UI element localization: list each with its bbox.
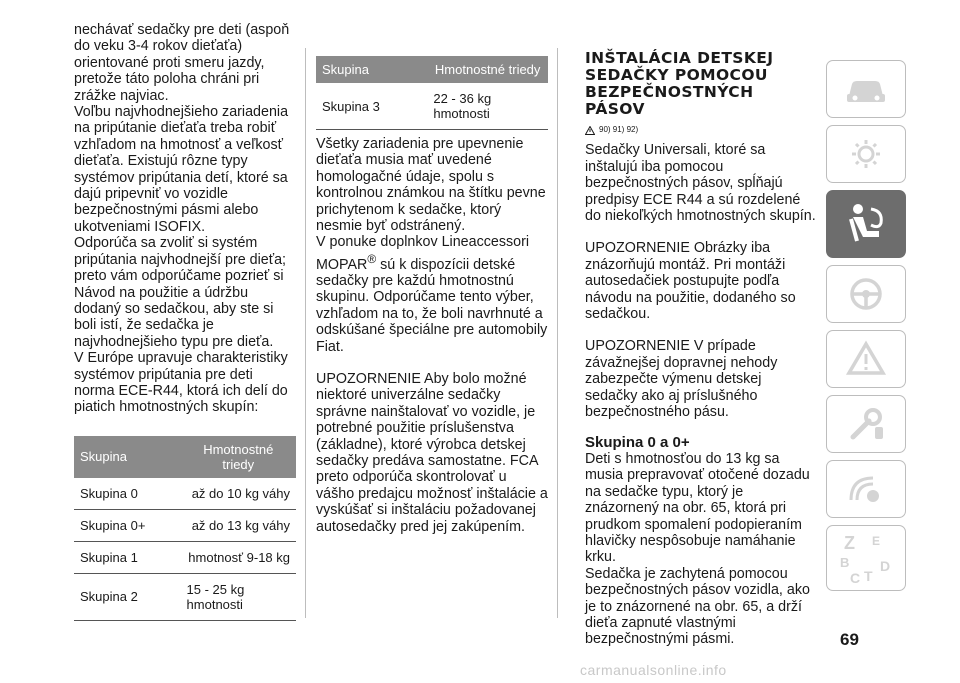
tab-safety[interactable] xyxy=(826,190,906,258)
warning-paragraph: UPOZORNENIE Aby bolo možné niektoré univerzálne sedačky správne nainštalovať vo vozidle, je potrebné použitie príslušenstva (základne), ktoré výrobca detskej sedačky predáva samostatne. FCA preto odporúča skontrolovať u vášho predajcu možnosť inštalácie a vyskúšať si inštaláciu požadovanej autosedačky pred jej zakúpením. xyxy=(316,371,548,535)
weight-groups-table xyxy=(74,436,296,621)
table-header-group: Skupina xyxy=(74,436,181,478)
table-cell-weight: 22 - 36 kg hmotnosti xyxy=(427,83,548,130)
maintenance-wrench-icon xyxy=(843,405,889,443)
paragraph xyxy=(316,234,548,355)
car-lights-icon xyxy=(843,137,889,171)
warning-references xyxy=(585,122,817,138)
section-heading: INŠTALÁCIA DETSKEJ SEDAČKY POMOCOU BEZPEČNOSTNÝCH PÁSOV xyxy=(585,49,774,118)
tab-emergency[interactable] xyxy=(826,330,906,388)
table-cell-weight: 15 - 25 kg hmotnosti xyxy=(181,573,296,620)
paragraph: Deti s hmotnosťou do 13 kg sa musia prepravovať otočené dozadu na sedačke typu, ktorý je znázornený na obr. 65, ktorá pri prudkom spomalení podopieraním hlavičky nespôsobuje namáhanie krku. xyxy=(585,450,810,566)
paragraph: Sedačky Universali, ktoré sa inštalujú iba pomocou bezpečnostných pásov, spĺňajú predpisy ECE R44 a sú rozdelené do niekoľkých hmotnostných skupín. xyxy=(585,142,816,225)
table-cell-group: Skupina 3 xyxy=(316,83,427,130)
paragraph: Voľbu najvhodnejšieho zariadenia na pripútanie dieťaťa treba robiť vzhľadom na hmotnosť a veľkosť dieťaťa. Existujú rôzne typy systémov pripútania detí, ktoré sa dajú pripevniť vo vozidle bezpečnostnými pásmi alebo ukotveniami ISOFIX. xyxy=(74,104,289,235)
table-cell-group: Skupina 1 xyxy=(74,541,181,573)
index-letter: D xyxy=(880,558,891,574)
tab-technical-data[interactable] xyxy=(826,460,906,518)
column-divider xyxy=(305,48,306,618)
column-left xyxy=(74,22,296,621)
column-right xyxy=(585,50,817,648)
column-divider xyxy=(557,48,558,618)
tab-lights[interactable] xyxy=(826,125,906,183)
table-cell-group: Skupina 0 xyxy=(74,478,181,510)
warning-triangle-icon xyxy=(585,126,595,135)
index-letter: Z xyxy=(844,533,855,553)
text-span: sú k dispozícii detské sedačky pre každú hmotnostnú skupinu. Odporúčame tento výber, vzhľadom na to, že boli navrhnuté a odskúšané špeciálne pre automobily Fiat. xyxy=(316,256,548,355)
weight-groups-table-continued xyxy=(316,56,548,130)
watermark: carmanualsonline.info xyxy=(580,662,727,678)
table-row xyxy=(74,573,296,620)
tab-driving[interactable] xyxy=(826,265,906,323)
table-header-weight: Hmotnostné triedy xyxy=(181,436,296,478)
table-row xyxy=(74,509,296,541)
paragraph: nechávať sedačky pre deti (aspoň do veku 3-4 rokov dieťaťa) orientované proti smeru jazdy, pretože táto poloha chráni pri zrážke najviac. xyxy=(74,22,290,104)
paragraph: Odporúča sa zvoliť si systém pripútania najvhodnejší pre dieťa; preto vám odporúčame pozrieť si Návod na použitie a údržbu dodaný so sedačkou, aby ste si boli istí, že sedačka je najvhodnejšieho typu pre dieťa. xyxy=(74,235,287,350)
paragraph: V Európe upravuje charakteristiky systémov pripútania pre deti norma ECE-R44, ktorá ich delí do piatich hmotnostných skupín: xyxy=(74,350,288,416)
registered-mark: ® xyxy=(367,251,377,266)
table-header-weight: Hmotnostné triedy xyxy=(427,56,548,83)
paragraph: Sedačka je zachytená pomocou bezpečnostných pásov vozidla, ako je to znázornené na obr. 65, a drží dieťa zapnuté vlastnými bezpečnostnými pásmi. xyxy=(585,565,810,648)
column-middle xyxy=(316,56,548,535)
table-cell-weight: hmotnosť 9-18 kg xyxy=(181,541,296,573)
table-row xyxy=(74,541,296,573)
page-number: 69 xyxy=(840,630,859,649)
table-row xyxy=(316,83,548,130)
car-dashboard-icon xyxy=(843,72,889,106)
tab-maintenance[interactable] xyxy=(826,395,906,453)
text-span: V ponuke doplnkov Lineaccessori MOPAR xyxy=(316,234,530,273)
alphabet-index-icon xyxy=(836,531,896,585)
warning-breakdown-icon xyxy=(843,340,889,378)
warning-paragraph: UPOZORNENIE Obrázky iba znázorňujú montáž. Pri montáži autosedačiek postupujte podľa návodu na použitie, dodaného so sedačkou. xyxy=(585,240,796,323)
chapter-sidebar xyxy=(826,60,906,598)
table-row xyxy=(74,478,296,510)
index-letter: E xyxy=(872,534,881,548)
paragraph: Všetky zariadenia pre upevnenie dieťaťa musia mať uvedené homologačné údaje, spolu s kontrolnou známkou na štítku pevne prichytenom k sedačke, ktorý nesmie byť odstránený. xyxy=(316,136,546,235)
seat-airbag-icon xyxy=(841,201,891,247)
table-cell-weight: až do 13 kg váhy xyxy=(181,509,296,541)
table-cell-weight: až do 10 kg váhy xyxy=(181,478,296,510)
reference-numbers: 90) 91) 92) xyxy=(599,125,639,134)
tab-car-dashboard[interactable] xyxy=(826,60,906,118)
index-letter: C xyxy=(850,570,861,585)
index-letter: T xyxy=(864,568,873,584)
fuel-multimedia-icon xyxy=(843,470,889,508)
tab-index[interactable] xyxy=(826,525,906,591)
warning-paragraph: UPOZORNENIE V prípade závažnejšej dopravnej nehody zabezpečte výmenu detskej sedačky ako aj príslušného bezpečnostného pásu. xyxy=(585,338,778,421)
subheading: Skupina 0 a 0+ xyxy=(585,433,690,451)
table-header-group: Skupina xyxy=(316,56,427,83)
table-cell-group: Skupina 0+ xyxy=(74,509,181,541)
index-letter: B xyxy=(840,555,850,570)
table-cell-group: Skupina 2 xyxy=(74,573,181,620)
steering-wheel-icon xyxy=(843,275,889,313)
